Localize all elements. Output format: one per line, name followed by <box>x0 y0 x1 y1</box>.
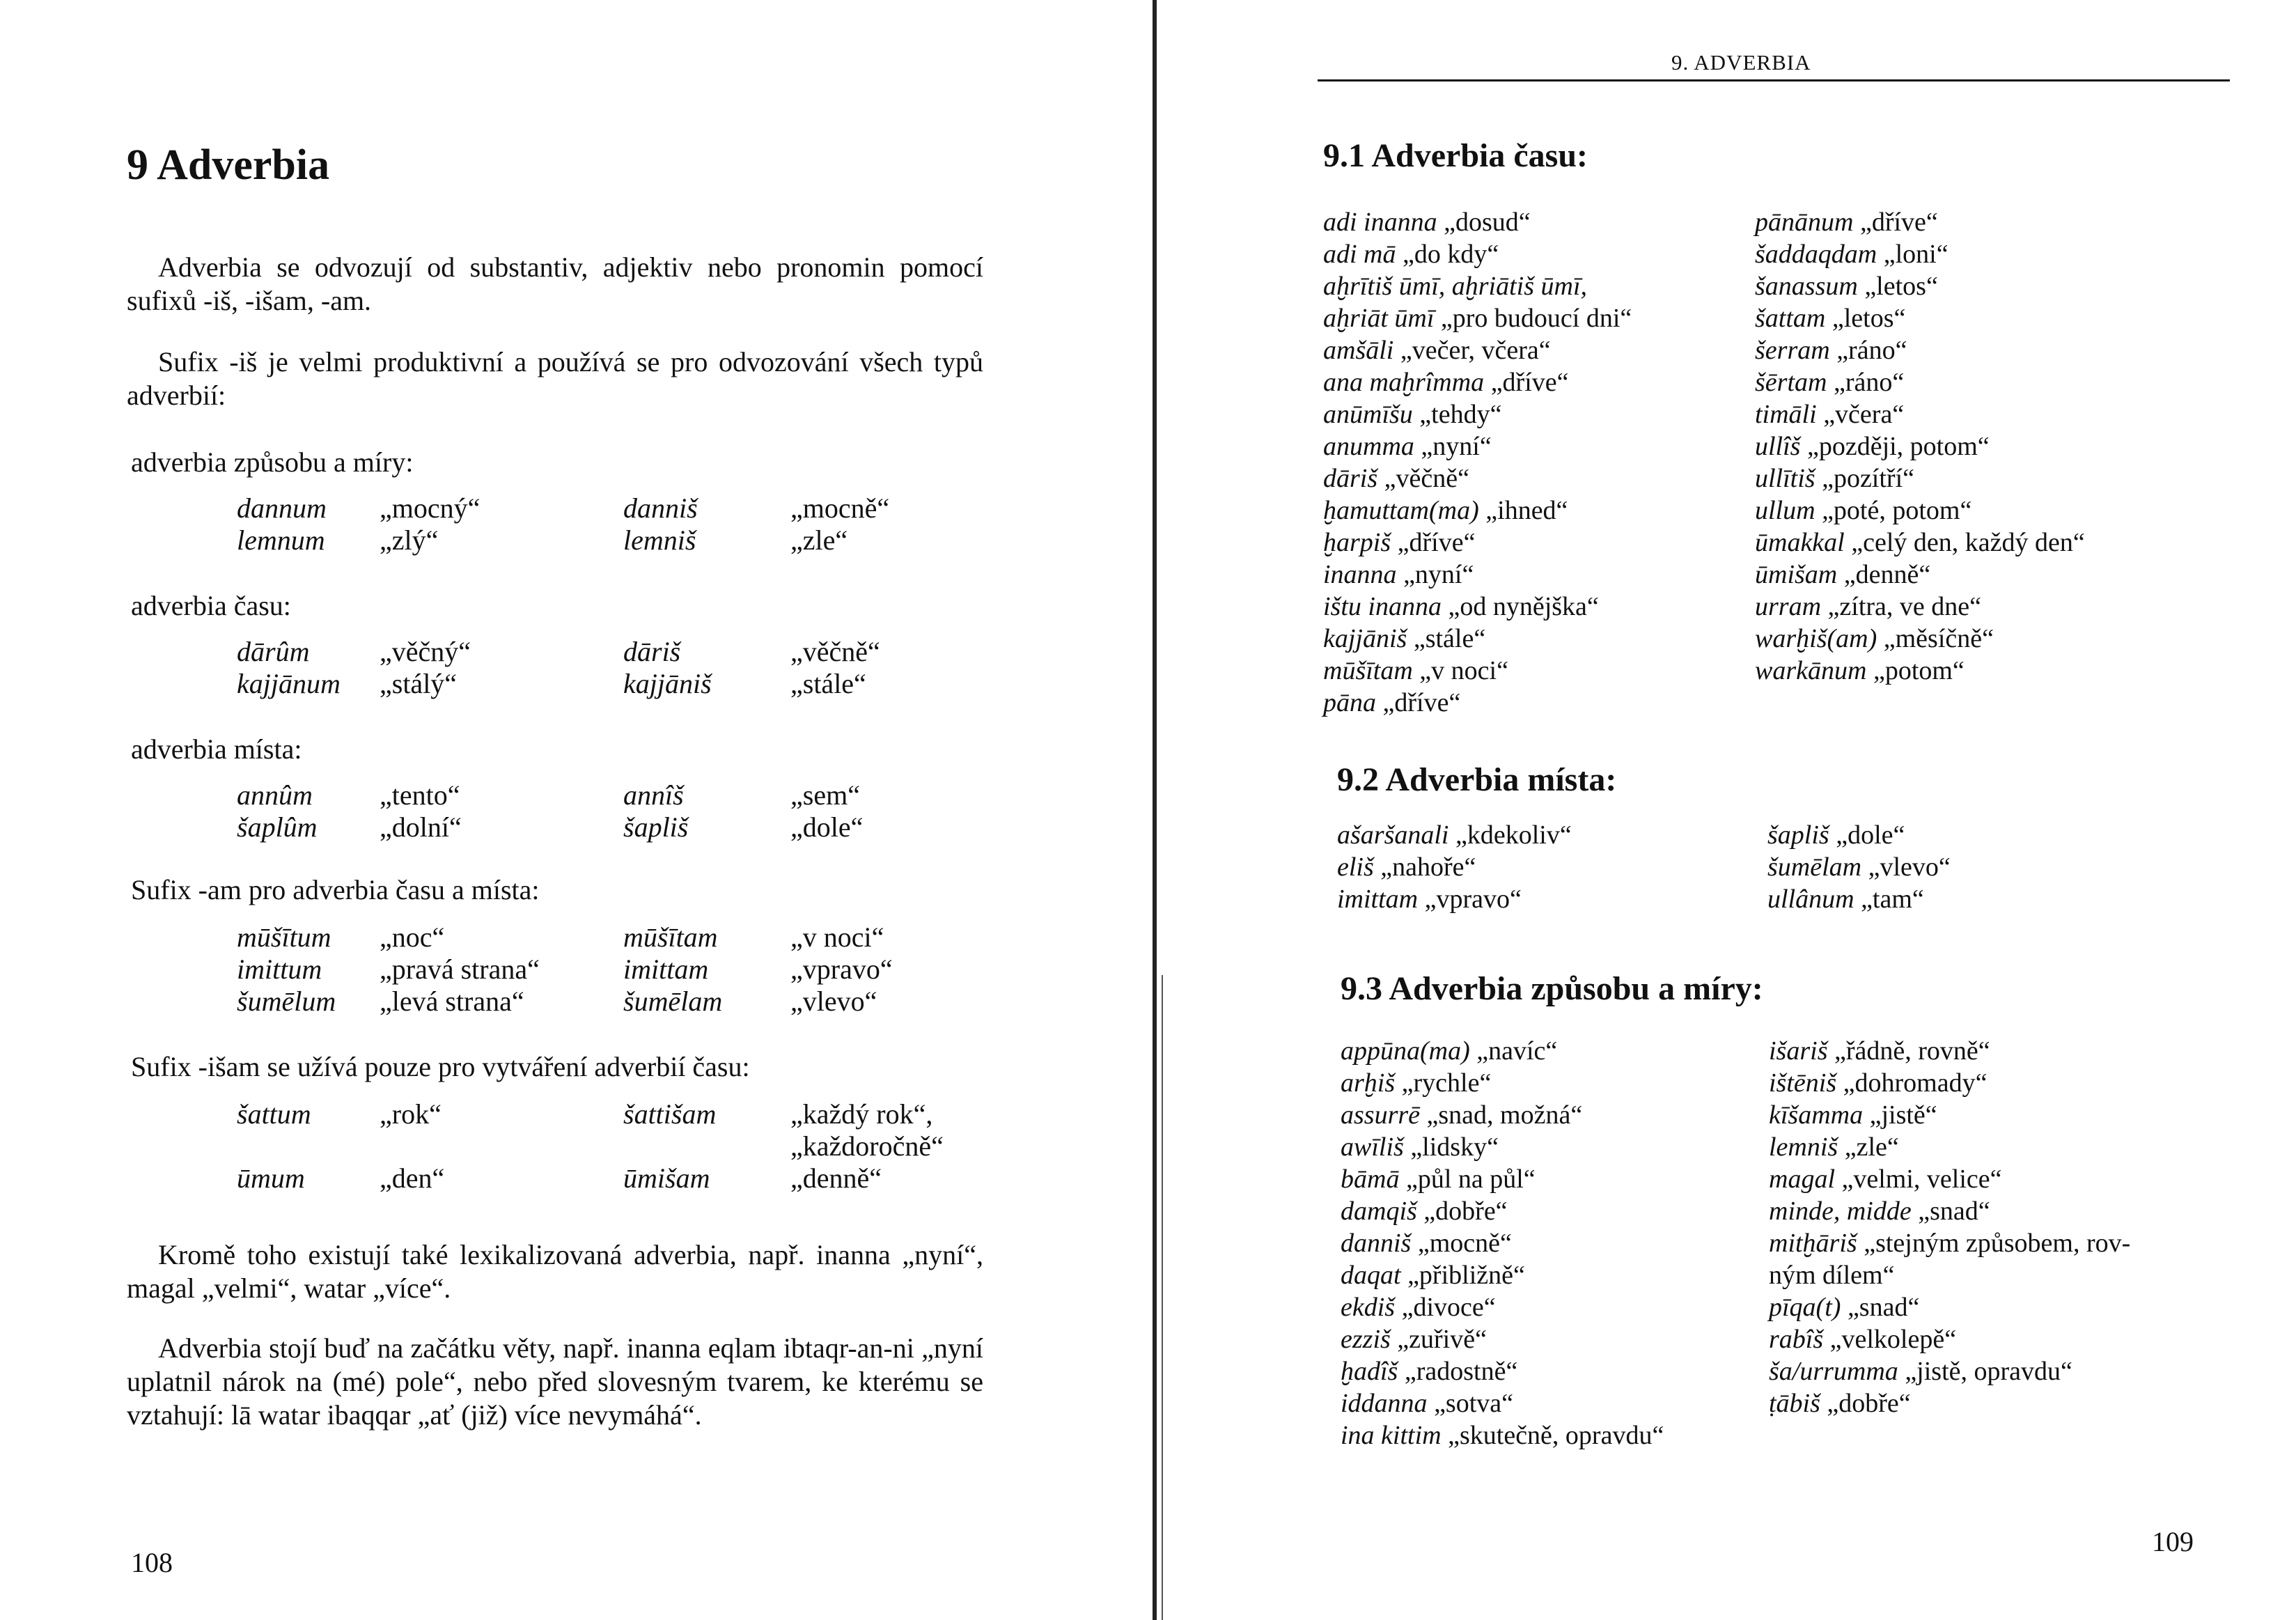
list-item <box>1341 1387 1513 1419</box>
czech-gloss: „kdekoliv“ <box>1455 820 1572 850</box>
czech-gloss: „snad“ <box>1847 1293 1920 1322</box>
group-label: Sufix -am pro adverbia času a místa: <box>131 874 540 905</box>
list-item <box>1341 1131 1499 1163</box>
akkadian-word: aḫriāt ūmī <box>1323 304 1435 333</box>
position-paragraph: Adverbia stojí buď na začátku věty, např. inanna eqlam ibtaqr-an-ni „nyní uplatnil nárok na (mé) pole“, nebo před slovesným tvarem, ke kterému se vztahují: lā watar ibaqqar „ať (již) více nevymáhá“. <box>127 1332 983 1431</box>
list-item <box>1769 1035 1990 1067</box>
list-item <box>1323 655 1508 687</box>
akkadian-word: šumēlam <box>623 986 723 1017</box>
czech-gloss: „stálý“ <box>380 668 458 699</box>
list-item <box>1755 462 1914 494</box>
akkadian-word: ša/urrumma <box>1769 1357 1898 1386</box>
czech-gloss: „pozítří“ <box>1822 464 1915 493</box>
czech-gloss: „pravá strana“ <box>380 953 540 985</box>
akkadian-word: šērtam <box>1755 368 1827 397</box>
czech-gloss: „vpravo“ <box>1424 885 1522 914</box>
akkadian-word: ana maḫrîmma <box>1323 368 1485 397</box>
akkadian-word: danniš <box>1341 1229 1412 1258</box>
akkadian-word: ištu inanna <box>1323 592 1442 621</box>
list-item <box>1767 819 1905 851</box>
czech-gloss: „měsíčně“ <box>1883 624 1994 653</box>
left-page <box>0 0 1142 1620</box>
akkadian-word: danniš <box>623 492 698 524</box>
czech-gloss: „v noci“ <box>1419 656 1508 685</box>
akkadian-word: ūmum <box>237 1162 305 1194</box>
czech-gloss: „věčný“ <box>380 636 471 667</box>
czech-gloss: „letos“ <box>1832 304 1906 333</box>
czech-gloss: „sem“ <box>790 779 860 811</box>
czech-gloss: „dobře“ <box>1423 1197 1508 1226</box>
akkadian-word: magal <box>1769 1165 1835 1194</box>
czech-gloss: „vlevo“ <box>1868 852 1951 882</box>
list-item <box>1337 819 1572 851</box>
czech-gloss: „každý rok“, <box>790 1098 933 1130</box>
page-number-left: 108 <box>131 1547 173 1578</box>
czech-gloss: „tento“ <box>380 779 460 811</box>
akkadian-word: eliš <box>1337 852 1374 882</box>
list-item <box>1769 1355 2072 1387</box>
akkadian-word: timāli <box>1755 400 1817 429</box>
akkadian-word: daqat <box>1341 1261 1401 1290</box>
list-item <box>1323 238 1499 270</box>
list-item <box>1755 494 1971 527</box>
czech-gloss: „dole“ <box>1836 820 1905 850</box>
list-item <box>1323 591 1599 623</box>
page-number-right: 109 <box>2152 1526 2194 1557</box>
list-item <box>1341 1419 1664 1451</box>
akkadian-word: dārûm <box>237 636 310 667</box>
akkadian-word: ullum <box>1755 496 1815 525</box>
akkadian-word: ḫarpiš <box>1323 528 1391 557</box>
czech-gloss: „rychle“ <box>1401 1068 1492 1098</box>
list-item <box>1341 1035 1557 1067</box>
czech-gloss: „denně“ <box>1843 560 1931 589</box>
list-item <box>1341 1195 1508 1227</box>
list-item <box>1341 1099 1582 1131</box>
czech-gloss: „mocný“ <box>380 492 481 524</box>
akkadian-word: minde, midde <box>1769 1197 1912 1226</box>
akkadian-word: annîš <box>623 779 684 811</box>
akkadian-word: kajjānum <box>237 668 341 699</box>
akkadian-word: rabîš <box>1769 1325 1824 1354</box>
czech-gloss: „nyní“ <box>1421 432 1492 461</box>
list-item <box>1769 1259 1894 1291</box>
list-item <box>1323 398 1501 430</box>
czech-gloss: „divoce“ <box>1401 1293 1496 1322</box>
list-item <box>1341 1227 1512 1259</box>
group-label: Sufix -išam se užívá pouze pro vytváření adverbií času: <box>131 1051 750 1082</box>
czech-gloss: „dohromady“ <box>1843 1068 1987 1098</box>
czech-gloss: „navíc“ <box>1476 1036 1558 1066</box>
akkadian-word: šattišam <box>623 1098 717 1130</box>
akkadian-word: inanna <box>1323 560 1397 589</box>
czech-gloss: „lidsky“ <box>1410 1132 1499 1162</box>
akkadian-word: pīqa(t) <box>1769 1293 1841 1322</box>
czech-gloss: „radostně“ <box>1404 1357 1518 1386</box>
akkadian-word: pānānum <box>1755 208 1854 237</box>
czech-gloss: „snad“ <box>1918 1197 1990 1226</box>
czech-gloss: „ihned“ <box>1485 496 1568 525</box>
akkadian-word: šapliš <box>1767 820 1829 850</box>
czech-gloss: „každoročně“ <box>790 1130 944 1162</box>
list-item <box>1769 1099 1937 1131</box>
list-item <box>1769 1067 1987 1099</box>
czech-gloss: „mocně“ <box>1417 1229 1512 1258</box>
czech-gloss: „noc“ <box>380 921 445 953</box>
list-item <box>1755 334 1907 366</box>
czech-gloss: „včera“ <box>1823 400 1905 429</box>
czech-gloss: „potom“ <box>1873 656 1965 685</box>
akkadian-word: anumma <box>1323 432 1414 461</box>
akkadian-word: ezziš <box>1341 1325 1391 1354</box>
akkadian-word: šerram <box>1755 336 1830 365</box>
list-item <box>1769 1323 1956 1355</box>
czech-gloss: „dříve“ <box>1859 208 1938 237</box>
list-item <box>1337 851 1476 883</box>
czech-gloss: „zuřivě“ <box>1397 1325 1487 1354</box>
akkadian-word: dāriš <box>1323 464 1378 493</box>
czech-gloss: „pro budoucí dni“ <box>1440 304 1632 333</box>
list-item <box>1769 1227 2130 1259</box>
czech-gloss: „snad, možná“ <box>1426 1100 1583 1130</box>
czech-gloss: „dosud“ <box>1444 208 1531 237</box>
list-item <box>1755 527 2085 559</box>
akkadian-word: adi inanna <box>1323 208 1437 237</box>
czech-gloss: „zítra, ve dne“ <box>1827 592 1981 621</box>
czech-gloss: „později, potom“ <box>1806 432 1990 461</box>
book-gutter-shadow <box>1162 975 1163 1620</box>
akkadian-word: aḫrītiš ūmī, aḫriātiš ūmī, <box>1323 272 1587 301</box>
akkadian-word: appūna(ma) <box>1341 1036 1470 1066</box>
list-item <box>1341 1355 1517 1387</box>
section-title: 9.2 Adverbia místa: <box>1337 761 1617 798</box>
list-item <box>1323 302 1632 334</box>
list-item <box>1769 1131 1899 1163</box>
czech-gloss: „věčně“ <box>790 636 880 667</box>
czech-gloss: „dříve“ <box>1397 528 1476 557</box>
akkadian-word: kajjāniš <box>1323 624 1407 653</box>
akkadian-word: assurrē <box>1341 1100 1421 1130</box>
czech-gloss: „v noci“ <box>790 921 884 953</box>
intro-paragraph: Adverbia se odvozují od substantiv, adjektiv nebo pronomin pomocí sufixů -iš, -išam, -am. <box>127 251 983 316</box>
akkadian-word: imittum <box>237 953 322 985</box>
akkadian-word: šaddaqdam <box>1755 240 1877 269</box>
czech-gloss: „loni“ <box>1883 240 1949 269</box>
czech-gloss: „stále“ <box>790 668 866 699</box>
list-item <box>1323 430 1492 462</box>
akkadian-word: bāmā <box>1341 1165 1400 1194</box>
akkadian-word: mitḫāriš <box>1769 1229 1857 1258</box>
list-item <box>1323 687 1460 719</box>
czech-gloss: „zle“ <box>790 524 848 556</box>
list-item <box>1323 206 1531 238</box>
czech-gloss: „přibližně“ <box>1407 1261 1525 1290</box>
czech-gloss: „věčně“ <box>1384 464 1469 493</box>
akkadian-word: šattum <box>237 1098 311 1130</box>
czech-gloss: „stále“ <box>1413 624 1486 653</box>
list-item <box>1323 494 1568 527</box>
akkadian-word: damqiš <box>1341 1197 1417 1226</box>
czech-gloss: „mocně“ <box>790 492 890 524</box>
akkadian-word: ullîš <box>1755 432 1801 461</box>
list-item <box>1755 302 1905 334</box>
akkadian-word: ṭābiš <box>1769 1389 1820 1418</box>
list-item <box>1769 1195 1990 1227</box>
akkadian-word: ašaršanali <box>1337 820 1449 850</box>
czech-gloss: „dole“ <box>790 811 864 843</box>
list-item <box>1323 270 1587 302</box>
akkadian-word: imittam <box>623 953 709 985</box>
list-item <box>1341 1163 1536 1195</box>
akkadian-word: warkānum <box>1755 656 1867 685</box>
list-item <box>1323 527 1475 559</box>
list-item <box>1341 1259 1525 1291</box>
list-item <box>1323 623 1485 655</box>
akkadian-word: išariš <box>1769 1036 1828 1066</box>
akkadian-word: amšāli <box>1323 336 1394 365</box>
czech-gloss: „stejným způsobem, rov- <box>1864 1229 2131 1258</box>
czech-gloss: „nyní“ <box>1403 560 1474 589</box>
akkadian-word: ištēniš <box>1769 1068 1837 1098</box>
list-item <box>1323 334 1551 366</box>
akkadian-word: ūmišam <box>623 1162 710 1194</box>
czech-gloss: „řádně, rovně“ <box>1834 1036 1990 1066</box>
akkadian-word: mūšītam <box>1323 656 1413 685</box>
akkadian-word: urram <box>1755 592 1822 621</box>
czech-gloss: „levá strana“ <box>380 986 524 1017</box>
list-item <box>1323 366 1569 398</box>
akkadian-word: ekdiš <box>1341 1293 1396 1322</box>
akkadian-word: annûm <box>237 779 313 811</box>
akkadian-word: šanassum <box>1755 272 1858 301</box>
list-item <box>1755 238 1949 270</box>
akkadian-word: awīliš <box>1341 1132 1404 1162</box>
list-item <box>1769 1291 1919 1323</box>
akkadian-word: ina kittim <box>1341 1421 1442 1450</box>
right-page <box>1170 0 2296 1620</box>
akkadian-word: ūmakkal <box>1755 528 1845 557</box>
akkadian-word: šattam <box>1755 304 1826 333</box>
list-item <box>1755 591 1981 623</box>
czech-gloss: „skutečně, opravdu“ <box>1448 1421 1664 1450</box>
list-item <box>1767 851 1951 883</box>
czech-gloss: „dolní“ <box>380 811 462 843</box>
list-item <box>1337 883 1522 915</box>
akkadian-word: pāna <box>1323 688 1376 717</box>
list-item <box>1769 1163 2002 1195</box>
akkadian-word: šumēlam <box>1767 852 1862 882</box>
list-item <box>1755 398 1904 430</box>
list-item <box>1323 559 1474 591</box>
list-item <box>1341 1323 1487 1355</box>
czech-gloss: „vpravo“ <box>790 953 893 985</box>
akkadian-word: ullītiš <box>1755 464 1815 493</box>
akkadian-word: arḫiš <box>1341 1068 1396 1098</box>
czech-gloss: „letos“ <box>1864 272 1938 301</box>
akkadian-word: dannum <box>237 492 327 524</box>
czech-gloss: „ráno“ <box>1836 336 1907 365</box>
akkadian-word: imittam <box>1337 885 1419 914</box>
akkadian-word: anūmīšu <box>1323 400 1413 429</box>
akkadian-word: ḫadîš <box>1341 1357 1398 1386</box>
czech-gloss: „večer, včera“ <box>1400 336 1551 365</box>
header-rule <box>1318 79 2230 81</box>
czech-gloss: „do kdy“ <box>1403 240 1499 269</box>
akkadian-word: ūmišam <box>1755 560 1838 589</box>
akkadian-word: kajjāniš <box>623 668 712 699</box>
czech-gloss: „nahoře“ <box>1380 852 1476 882</box>
group-label: adverbia způsobu a míry: <box>131 446 414 478</box>
akkadian-word: šapliš <box>623 811 689 843</box>
list-item <box>1341 1067 1491 1099</box>
czech-gloss: „velmi, velice“ <box>1841 1165 2002 1194</box>
czech-gloss: „tam“ <box>1861 885 1924 914</box>
czech-gloss: „denně“ <box>790 1162 882 1194</box>
list-item <box>1755 366 1904 398</box>
czech-gloss: „celý den, každý den“ <box>1851 528 2085 557</box>
akkadian-word: šaplûm <box>237 811 318 843</box>
list-item <box>1755 206 1938 238</box>
list-item <box>1755 430 1990 462</box>
list-item <box>1755 623 1994 655</box>
list-item <box>1767 883 1924 915</box>
book-gutter <box>1153 0 1157 1620</box>
group-label: adverbia místa: <box>131 733 302 765</box>
akkadian-word: mūšītam <box>623 921 718 953</box>
running-header: 9. ADVERBIA <box>1671 50 1811 75</box>
akkadian-word: ḫamuttam(ma) <box>1323 496 1479 525</box>
czech-gloss: „zlý“ <box>380 524 439 556</box>
czech-gloss: „zle“ <box>1844 1132 1899 1162</box>
czech-gloss: „den“ <box>380 1162 445 1194</box>
list-item <box>1755 559 1930 591</box>
czech-gloss: „rok“ <box>380 1098 442 1130</box>
chapter-title: 9 Adverbia <box>127 141 330 189</box>
group-label: adverbia času: <box>131 590 291 621</box>
czech-gloss: „poté, potom“ <box>1822 496 1972 525</box>
akkadian-word: adi mā <box>1323 240 1396 269</box>
akkadian-word: mūšītum <box>237 921 331 953</box>
list-item <box>1341 1291 1496 1323</box>
czech-gloss: „od nynějška“ <box>1448 592 1599 621</box>
akkadian-word: ullânum <box>1767 885 1854 914</box>
czech-gloss: „sotva“ <box>1434 1389 1514 1418</box>
list-item <box>1769 1387 1911 1419</box>
akkadian-word: lemniš <box>623 524 696 556</box>
section-title: 9.1 Adverbia času: <box>1323 137 1588 174</box>
czech-gloss: „dříve“ <box>1490 368 1569 397</box>
czech-gloss: „jistě, opravdu“ <box>1905 1357 2072 1386</box>
czech-gloss: „vlevo“ <box>790 986 877 1017</box>
akkadian-word: lemnum <box>237 524 325 556</box>
czech-gloss: ným dílem“ <box>1769 1261 1895 1290</box>
czech-gloss: „dobře“ <box>1827 1389 1911 1418</box>
akkadian-word: iddanna <box>1341 1389 1428 1418</box>
akkadian-word: kīšamma <box>1769 1100 1864 1130</box>
akkadian-word: šumēlum <box>237 986 336 1017</box>
czech-gloss: „jistě“ <box>1869 1100 1937 1130</box>
czech-gloss: „tehdy“ <box>1419 400 1502 429</box>
czech-gloss: „velkolepě“ <box>1829 1325 1957 1354</box>
list-item <box>1755 270 1938 302</box>
list-item <box>1755 655 1965 687</box>
lexical-paragraph: Kromě toho existují také lexikalizovaná adverbia, např. inanna „nyní“, magal „velmi“, watar „více“. <box>127 1239 983 1304</box>
suffix-is-paragraph: Sufix -iš je velmi produktivní a používá se pro odvozování všech typů adverbií: <box>127 346 983 411</box>
czech-gloss: „dříve“ <box>1382 688 1461 717</box>
akkadian-word: warḫiš(am) <box>1755 624 1877 653</box>
akkadian-word: dāriš <box>623 636 681 667</box>
akkadian-word: lemniš <box>1769 1132 1838 1162</box>
list-item <box>1323 462 1469 494</box>
czech-gloss: „ráno“ <box>1833 368 1905 397</box>
section-title: 9.3 Adverbia způsobu a míry: <box>1341 970 1763 1007</box>
czech-gloss: „půl na půl“ <box>1405 1165 1536 1194</box>
